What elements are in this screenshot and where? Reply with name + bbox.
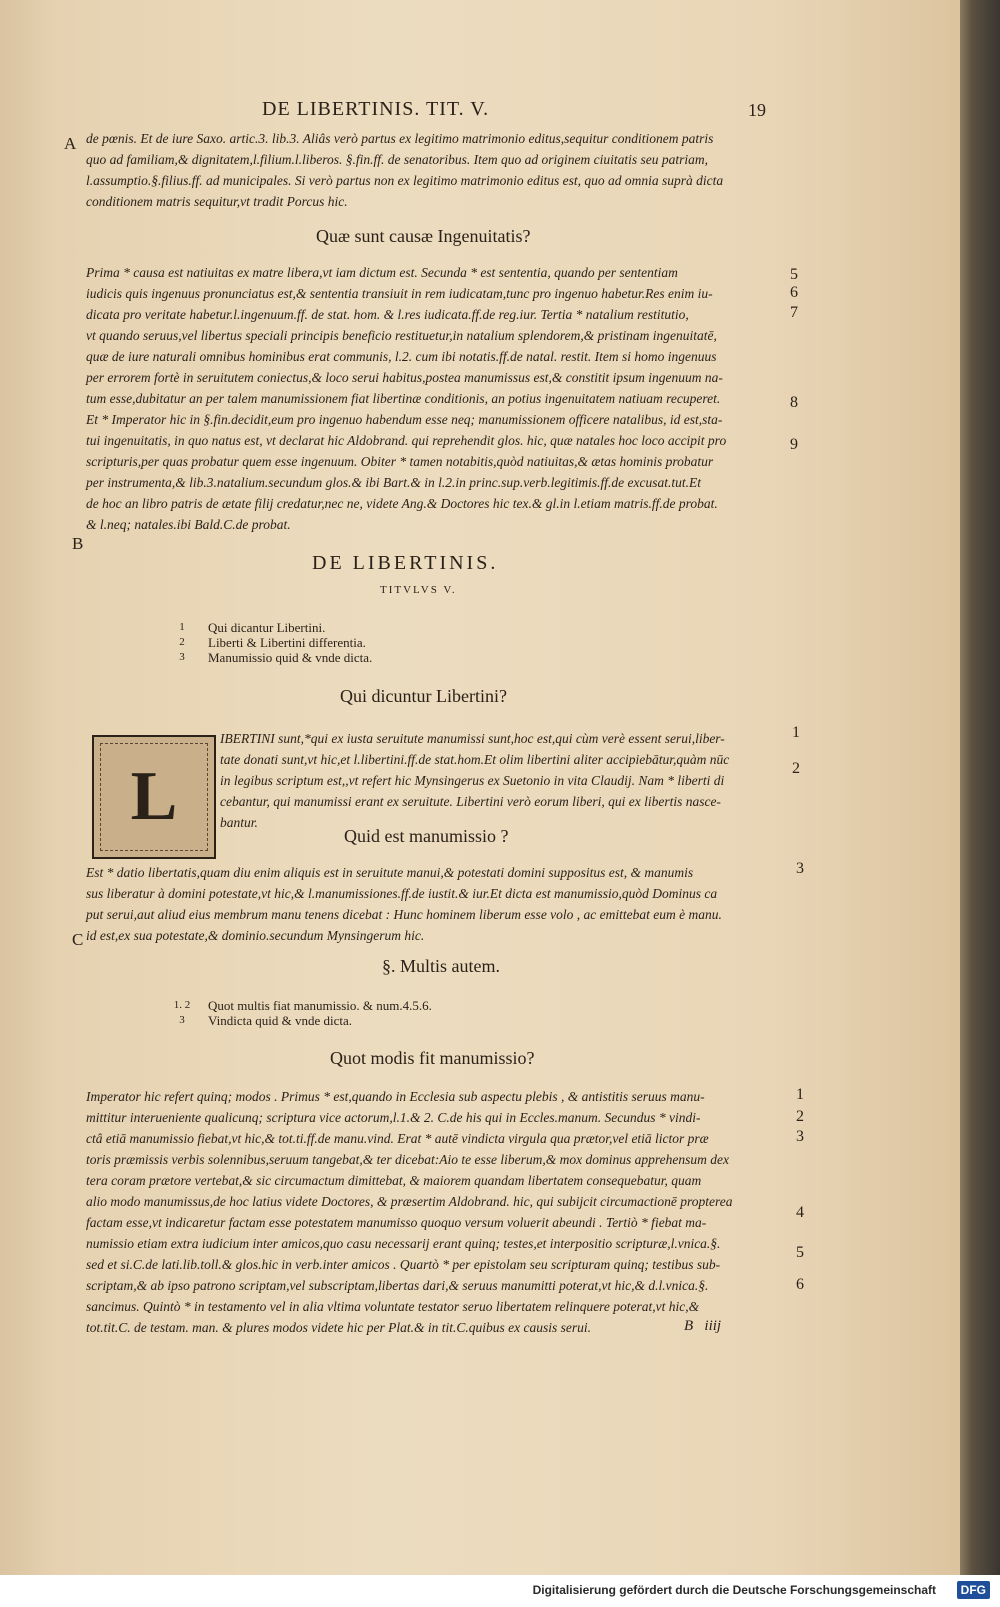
section3-paragraph	[86, 862, 776, 946]
text-line: per instrumenta,& lib.3.natalium.secundum glos.& ibi Bart.& in l.2.in princ.sup.verb.legitimis.ff.de excusat.tut.Et	[86, 475, 701, 490]
chapter-subtitle: TITVLVS V.	[380, 584, 457, 596]
text-line: cebantur, qui manumissi erant ex seruitute. Libertini verò eorum liberi, qui ex libertis nasce-	[220, 794, 721, 809]
summary-number: 3	[179, 1014, 185, 1026]
text-line: scriptam,& ab ipso patrono scriptam,vel subscriptam,libertas dari,& seruus manumitti poterat,vt hic,& d.l.vnica.§.	[86, 1278, 709, 1293]
margin-number: 8	[790, 394, 798, 411]
margin-number: 5	[790, 266, 798, 283]
text-line: mittitur interueniente qualicunq; scriptura vice actorum,l.1.& 2. C.de his qui in Eccles.manum. Secundus * vindi-	[86, 1110, 701, 1125]
summary-text: Manumissio quid & vnde dicta.	[208, 650, 373, 665]
margin-letter-a: A	[64, 134, 77, 153]
summary-number: 1. 2	[173, 999, 191, 1011]
funding-notice: Digitalisierung gefördert durch die Deutsche Forschungsgemeinschaft	[532, 1583, 936, 1597]
summary-text: Quot multis fiat manumissio. & num.4.5.6.	[208, 998, 432, 1013]
text-line: per errorem fortè in seruitutem coniectus,& loco serui habitus,postea manumissus est,& constitit ipsum ingenuum na-	[86, 370, 723, 385]
text-line: vt quando seruus,vel libertus speciali principis beneficio restituetur,in natalium splendorem,& pristinam ingenuitatē,	[86, 328, 717, 343]
margin-number: 4	[796, 1204, 804, 1221]
summary-item	[156, 998, 432, 1013]
text-line: tot.tit.C. de testam. man. & plures modos videte hic per Plat.& in tit.C.quibus ex causis serui.	[86, 1320, 591, 1335]
summary-number: 2	[179, 636, 185, 648]
opening-paragraph	[86, 128, 766, 212]
text-line: id est,ex sua potestate,& dominio.secundum Mynsingerum hic.	[86, 928, 425, 943]
text-line: quæ de iure naturali omnibus hominibus erat communis, l.2. cum ibi notatis.ff.de natal. restit. Item si homo ingenuus	[86, 349, 717, 364]
margin-number: 9	[790, 436, 798, 453]
summary-number: 3	[179, 651, 185, 663]
margin-number: 7	[790, 304, 798, 321]
text-line: scripturis,per quas probatur quem esse ingenuum. Obiter * tamen notabitis,quòd natiuitas,& ætas hominis probatur	[86, 454, 714, 469]
page-edge	[960, 0, 1000, 1575]
margin-number: 1	[792, 724, 800, 741]
text-line: Imperator hic refert quinq; modos . Primus * est,quando in Ecclesia sub aspectu plebis , & antistitis seruus manu-	[86, 1089, 705, 1104]
summary-item	[156, 650, 372, 665]
summary-number: 1	[179, 621, 185, 633]
summary-list	[156, 998, 432, 1028]
text-line: l.assumptio.§.filius.ff. ad municipales. Si verò partus non ex legitimo matrimonio editus est, quo ad omnia suprà dicta	[86, 173, 724, 188]
text-line: toris præmissis verbis solennibus,seruum tangebat,& ter dicebat:Aio te esse liberum,& mox dominus apprehensum dex	[86, 1152, 729, 1167]
text-line: dicata pro veritate habetur.l.ingenuum.ff. de stat. hom. & l.res iudicata.ff.de reg.iur. Tertia * natalium restitutio,	[86, 307, 689, 322]
text-line: sancimus. Quintò * in testamento vel in alia vltima voluntate testator seruo libertatem relinquere poterat,vt hic,&	[86, 1299, 700, 1314]
text-line: tui ingenuitatis, in quo natus est, vt declarat hic Aldobrand. qui reprehendit glos. hic, quæ natales hoc loco accipit pro	[86, 433, 727, 448]
section5-paragraph	[86, 1086, 776, 1338]
text-line: IBERTINI sunt,*qui ex iusta seruitute manumissi sunt,hoc est,qui cùm verè essent serui,liber-	[220, 731, 725, 746]
text-line: numissio etiam extra iudicium inter amicos,quo casu necessarij erant quinq; testes,et interpositio scripturæ,l.vnica.§.	[86, 1236, 721, 1251]
text-line: iudicis quis ingenuus pronunciatus est,& sententia transiuit in rem iudicatam,tunc pro ingenuo habetur.Res enim iu-	[86, 286, 713, 301]
dfg-logo-icon: DFG	[957, 1581, 990, 1599]
margin-number: 5	[796, 1244, 804, 1261]
text-line: de hoc an libro patris de ætate filij credatur,nec ne, videte Ang.& Doctores hic tex.& gl.in l.etiam matris.ff.de probat.	[86, 496, 718, 511]
margin-number: 2	[792, 760, 800, 777]
margin-letter-c: C	[72, 930, 84, 949]
text-line: tate donati sunt,vt hic,et l.libertini.ff.de stat.hom.Et olim libertini aliter accipiebātur,quàm nūc	[220, 752, 730, 767]
margin-number: 2	[796, 1108, 804, 1125]
margin-number: 1	[796, 1086, 804, 1103]
margin-number: 6	[796, 1276, 804, 1293]
section-heading: Qui dicuntur Libertini?	[340, 686, 507, 706]
margin-number: 3	[796, 860, 804, 877]
section-heading: Quid est manumissio ?	[344, 826, 509, 846]
summary-item	[156, 1013, 432, 1028]
text-line: Est * datio libertatis,quam diu enim aliquis est in seruitute manui,& potestati domini suppositus est, & manumis	[86, 865, 694, 880]
section-heading: Quot modis fit manumissio?	[330, 1048, 535, 1068]
text-line: & l.neq; natales.ibi Bald.C.de probat.	[86, 517, 291, 532]
text-line: Prima * causa est natiuitas ex matre libera,vt iam dictum est. Secunda * est sententia, quando per sententiam	[86, 265, 678, 280]
summary-item	[156, 620, 372, 635]
decorated-initial	[92, 735, 216, 859]
text-line: factam esse,vt indicaretur factam esse potestatem manumisso quoquo versum voluerit abeundi . Tertiò * fiebat ma-	[86, 1215, 707, 1230]
footer-bar	[0, 1575, 1000, 1607]
chapter-title: DE LIBERTINIS.	[312, 552, 499, 574]
text-line: conditionem matris sequitur,vt tradit Porcus hic.	[86, 194, 348, 209]
text-line: quo ad familiam,& dignitatem,l.filium.l.liberos. §.fin.ff. de senatoribus. Item quo ad originem ciuitatis seu patriam,	[86, 152, 708, 167]
text-line: tum esse,dubitatur an per talem manumissionem fiat libertinæ conditionis, an potius ingenuitatem natiuam recuperet.	[86, 391, 721, 406]
summary-text: Qui dicantur Libertini.	[208, 620, 326, 635]
margin-letter-b: B	[72, 534, 84, 553]
section1-paragraph	[86, 262, 766, 535]
summary-text: Vindicta quid & vnde dicta.	[208, 1013, 352, 1028]
text-line: de pœnis. Et de iure Saxo. artic.3. lib.3. Aliâs verò partus ex legitimo matrimonio editus,sequitur conditionem patris	[86, 131, 714, 146]
text-line: ctâ etiā manumissio fiebat,vt hic,& tot.ti.ff.de manu.vind. Erat * autē vindicta virgula qua prætor,vel etiā lictor præ	[86, 1131, 709, 1146]
margin-number: 3	[796, 1128, 804, 1145]
text-line: sus liberatur à domini potestate,vt hic,& l.manumissiones.ff.de iustit.& iur.Et dicta est manumissio,quòd Dominus ca	[86, 886, 718, 901]
section2-paragraph	[220, 728, 776, 833]
text-line: alio modo manumissus,de hoc latius videte Doctores, & præsertim Aldobrand. hic, qui subijcit circumactionē propterea	[86, 1194, 733, 1209]
signature-mark: B iiij	[684, 1318, 722, 1334]
paragraph-heading: §. Multis autem.	[382, 956, 500, 976]
summary-text: Liberti & Libertini differentia.	[208, 635, 366, 650]
text-line: in legibus scriptum est,,vt refert hic Mynsingerus ex Suetonio in vita Claudij. Nam * liberti di	[220, 773, 725, 788]
section-heading: Quæ sunt causæ Ingenuitatis?	[316, 226, 531, 246]
text-line: put serui,aut aliud eius membrum manu tenens dicebat : Hunc hominem liberum esse volo , ac emittebat eum è manu.	[86, 907, 722, 922]
summary-list	[156, 620, 372, 665]
margin-number: 6	[790, 284, 798, 301]
text-line: tera coram prætore vertebat,& sic circumactum dimittebat, & maiorem quandam libertatem consequebatur, quam	[86, 1173, 702, 1188]
initial-letter: L	[130, 758, 178, 835]
running-title: DE LIBERTINIS. TIT. V.	[262, 98, 490, 120]
folio-number: 19	[748, 100, 766, 120]
text-line: sed et si.C.de lati.lib.toll.& glos.hic in verb.inter amicos . Quartò * per epistolam seu scripturam quinq; testibus sub-	[86, 1257, 721, 1272]
summary-item	[156, 635, 372, 650]
text-line: Et * Imperator hic in §.fin.decidit,eum pro ingenuo habendum esse neq; manumissionem officere natalibus, id est,sta-	[86, 412, 723, 427]
text-line: bantur.	[220, 815, 258, 830]
